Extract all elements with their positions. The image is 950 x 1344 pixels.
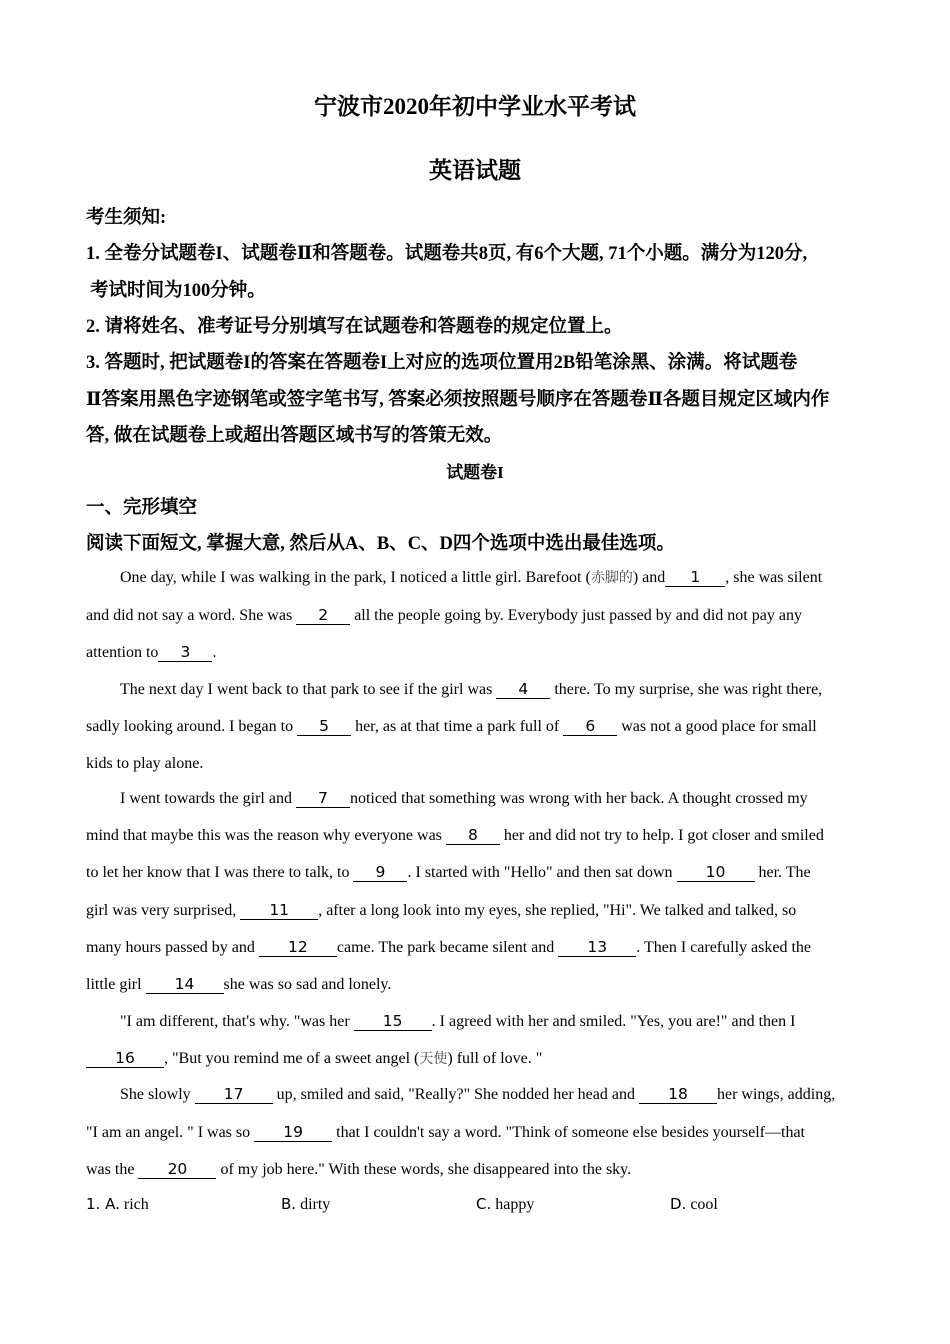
passage-line: to let her know that I was there to talk, to 9 . I started with "Hello" and then sat down 10 her. The: [86, 863, 811, 881]
blank-20[interactable]: 20: [138, 1160, 216, 1179]
blank-19[interactable]: 19: [254, 1123, 332, 1142]
passage-line: sadly looking around. I began to 5 her, as at that time a park full of 6 was not a good place for small: [86, 717, 817, 735]
notice-line-5: Ⅱ答案用黑色字迹钢笔或签字笔书写, 答案必须按照题号顺序在答题卷Ⅱ各题目规定区域内作: [86, 390, 830, 410]
chinese-gloss: 赤脚的: [590, 570, 633, 586]
blank-10[interactable]: 10: [677, 863, 755, 882]
notice-line-6: 答, 做在试题卷上或超出答题区域书写的答策无效。: [86, 426, 503, 446]
notice-line-2: 考试时间为100分钟。: [90, 281, 266, 301]
blank-2[interactable]: 2: [296, 606, 350, 625]
blank-5[interactable]: 5: [297, 717, 351, 736]
passage-line: She slowly 17 up, smiled and said, "Really?" She nodded her head and 18 her wings, adding,: [120, 1085, 836, 1103]
passage-line: I went towards the girl and 7 noticed that something was wrong with her back. A thought crossed my: [120, 789, 808, 807]
passage-line: mind that maybe this was the reason why everyone was 8 her and did not try to help. I got closer and smiled: [86, 826, 824, 844]
blank-13[interactable]: 13: [558, 938, 636, 957]
passage-line: The next day I went back to that park to see if the girl was 4 there. To my surprise, she was right there,: [120, 680, 823, 698]
notice-line-3: 2. 请将姓名、准考证号分别填写在试题卷和答题卷的规定位置上。: [86, 317, 623, 337]
blank-7[interactable]: 7: [296, 789, 350, 808]
question-number: 1. A.: [86, 1195, 120, 1213]
blank-4[interactable]: 4: [496, 680, 550, 699]
passage-line: 16 , "But you remind me of a sweet angel (天使) full of love. ": [86, 1047, 876, 1071]
passage-line: was the 20 of my job here." With these words, she disappeared into the sky.: [86, 1160, 632, 1178]
section-instruction: 阅读下面短文, 掌握大意, 然后从A、B、C、D四个选项中选出最佳选项。: [86, 534, 675, 554]
notice-heading: 考生须知:: [86, 208, 167, 228]
paper-title: 试题卷I: [446, 463, 504, 482]
blank-14[interactable]: 14: [146, 975, 224, 994]
blank-1[interactable]: 1: [665, 568, 725, 587]
passage-line: and did not say a word. She was 2 all the people going by. Everybody just passed by and did not pay any: [86, 606, 802, 624]
blank-3[interactable]: 3: [158, 643, 212, 662]
blank-18[interactable]: 18: [639, 1085, 717, 1104]
blank-6[interactable]: 6: [563, 717, 617, 736]
option-c[interactable]: C. happy: [476, 1195, 535, 1213]
passage-line: attention to 3 .: [86, 643, 217, 661]
page-subtitle: 英语试题: [429, 158, 521, 183]
blank-8[interactable]: 8: [446, 826, 500, 845]
passage-line: little girl 14 she was so sad and lonely.: [86, 975, 392, 993]
blank-15[interactable]: 15: [354, 1012, 432, 1031]
page-title: 宁波市2020年初中学业水平考试: [314, 94, 636, 119]
section-heading: 一、完形填空: [86, 498, 198, 518]
option-a[interactable]: 1. A. rich: [86, 1195, 149, 1213]
passage-line: "I am different, that's why. "was her 15 . I agreed with her and smiled. "Yes, you are!" and then I: [120, 1012, 796, 1030]
notice-line-4: 3. 答题时, 把试题卷I的答案在答题卷I上对应的选项位置用2B铅笔涂黑、涂满。将试题卷: [86, 353, 798, 373]
passage-line: "I am an angel. " I was so 19 that I couldn't say a word. "Think of someone else besides yourself—that: [86, 1123, 805, 1141]
passage-line: kids to play alone.: [86, 755, 204, 772]
passage-line: girl was very surprised, 11 , after a long look into my eyes, she replied, "Hi". We talked and talked, so: [86, 901, 797, 919]
notice-line-1: 1. 全卷分试题卷I、试题卷Ⅱ和答题卷。试题卷共8页, 有6个大题, 71个小题。满分为120分,: [86, 244, 808, 264]
option-b[interactable]: B. dirty: [281, 1195, 331, 1213]
chinese-gloss: 天使: [419, 1051, 448, 1067]
blank-9[interactable]: 9: [353, 863, 407, 882]
blank-16[interactable]: 16: [86, 1049, 164, 1068]
blank-11[interactable]: 11: [240, 901, 318, 920]
blank-17[interactable]: 17: [195, 1085, 273, 1104]
passage-line: many hours passed by and 12 came. The park became silent and 13 . Then I carefully asked the: [86, 938, 811, 956]
blank-12[interactable]: 12: [259, 938, 337, 957]
passage-line: One day, while I was walking in the park, I noticed a little girl. Barefoot (赤脚的) and 1 , she was silent: [120, 568, 823, 586]
option-d[interactable]: D. cool: [670, 1195, 718, 1213]
